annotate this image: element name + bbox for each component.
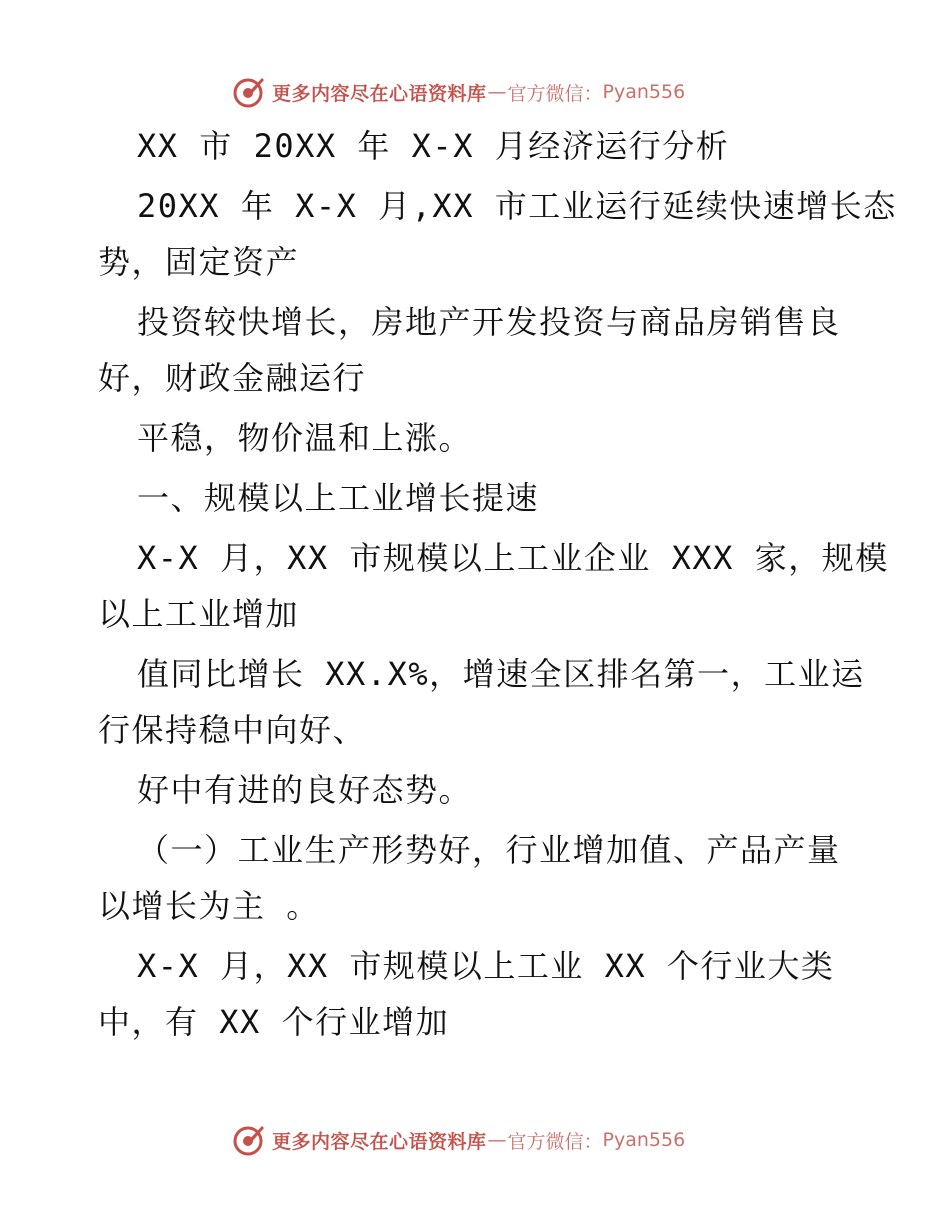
document-title: XX 市 20XX 年 X-X 月经济运行分析 [137,127,730,165]
footer-watermark [232,1120,685,1160]
watermark-wechat-label: 官方微信： [507,1130,603,1153]
watermark-wechat-label: 官方微信： [507,82,603,105]
text-line: 平稳，物价温和上涨。 [137,419,473,457]
watermark-wechat-id: Pyan556 [602,81,686,103]
quill-seal-icon [232,75,266,109]
text-line: 以增长为主 。 [98,887,320,925]
text-line: 20XX 年 X-X 月,XX 市工业运行延续快速增长态 [137,187,897,225]
text-line: 好，财政金融运行 [98,359,367,397]
header-watermark [232,72,685,112]
watermark-brand: 更多内容尽在心语资料库 [272,82,487,105]
text-line: 势，固定资产 [98,243,300,281]
section-heading: 一、规模以上工业增长提速 [137,479,540,517]
text-line: 以上工业增加 [98,595,300,633]
watermark-separator: — [487,1129,507,1151]
text-line: 值同比增长 XX.X%，增速全区排名第一，工业运 [137,655,865,693]
watermark-separator: — [487,81,507,103]
quill-seal-icon [232,1123,266,1157]
text-line: X-X 月，XX 市规模以上工业 XX 个行业大类 [137,947,835,985]
watermark-wechat-id: Pyan556 [602,1129,686,1151]
text-line: 投资较快增长，房地产开发投资与商品房销售良 [137,303,841,341]
watermark-brand: 更多内容尽在心语资料库 [272,1130,487,1153]
subsection-heading: （一）工业生产形势好，行业增加值、产品产量 [137,831,841,869]
text-line: 中，有 XX 个行业增加 [98,1003,450,1041]
text-line: 行保持稳中向好、 [98,711,367,749]
text-line: X-X 月，XX 市规模以上工业企业 XXX 家，规模 [137,539,889,577]
text-line: 好中有进的良好态势。 [137,771,473,809]
